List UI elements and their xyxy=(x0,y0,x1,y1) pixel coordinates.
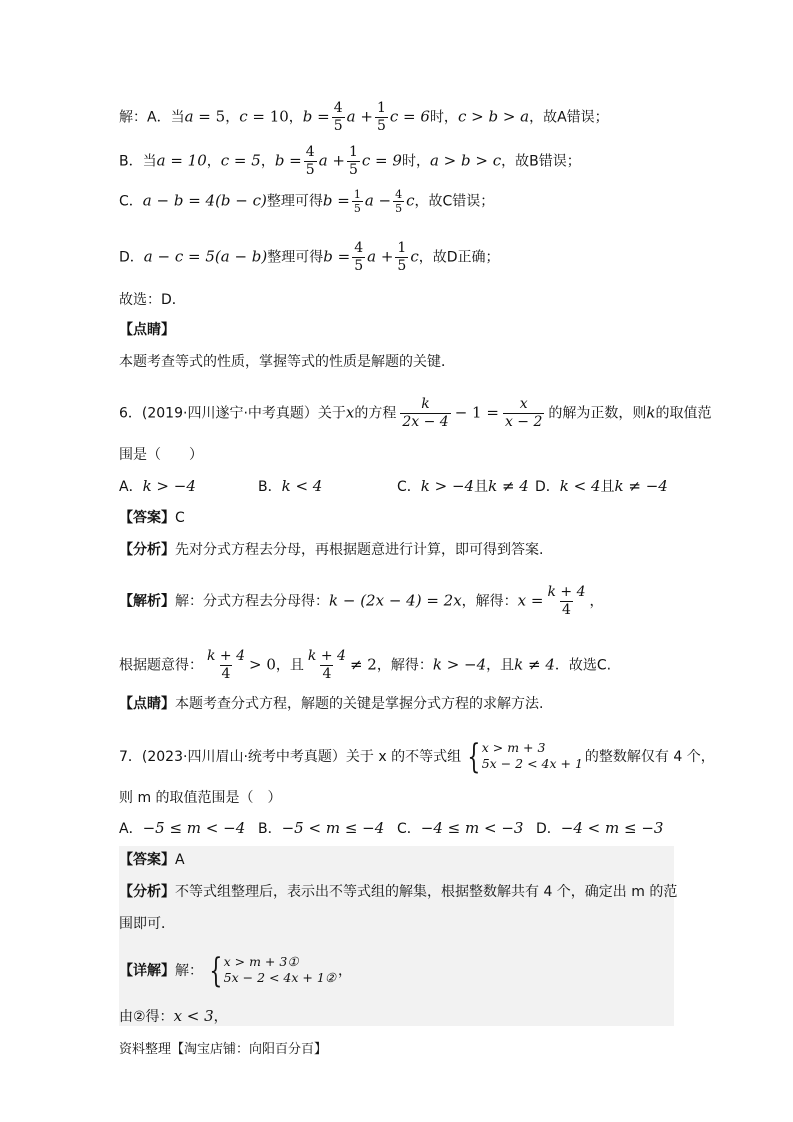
fraction: $\frac{k + 4}{4}$ xyxy=(207,648,246,682)
q6-stem: 6．(2019·四川遂宁·中考真题）关于x的方程 $\frac{k}{2x - 4}$ − 1 = $\frac{x}{x - 2}$ 的解为正数，则k的取值范 xyxy=(119,396,712,430)
q7-stem: 7．(2023·四川眉山·统考中考真题）关于 x 的不等式组 { x > m + 3 5x − 2 < 4x + 1 的整数解仅有 4 个， xyxy=(119,737,715,777)
q7-option-a: A．−5 ≤ m < −4 xyxy=(119,819,246,837)
q7-analysis-line2: 围即可． xyxy=(119,916,175,932)
fraction: $\frac{4}{5}$ xyxy=(354,240,364,274)
fraction: $\frac{k}{2x - 4}$ xyxy=(402,396,449,430)
sol5-line-b: B．当a = 10，c = 5，b = $\frac{4}{5}$ a + $\frac{1}{5}$ c = 9时，a > b > c，故B错误； xyxy=(119,144,581,178)
q6-option-a: A．k > −4 xyxy=(119,477,196,495)
answer-highlight-block xyxy=(119,846,674,1026)
fraction: $\frac{1}{5}$ xyxy=(376,100,386,134)
q6-tip: 【点睛】本题考查分式方程，解题的关键是掌握分式方程的求解方法. xyxy=(119,696,544,712)
q6-option-b: B．k < 4 xyxy=(258,477,323,495)
q6-stem-line2: 围是（ ） xyxy=(119,447,203,463)
fraction: $\frac{4}{5}$ xyxy=(395,188,403,215)
q6-condition: 根据题意得： $\frac{k + 4}{4}$ > 0，且 $\frac{k + 4}{4}$ ≠ 2，解得：k > −4，且k ≠ 4．故选C. xyxy=(119,648,612,682)
fraction: $\frac{1}{5}$ xyxy=(353,188,361,215)
q6-answer: 【答案】C xyxy=(119,510,185,526)
q6-option-c: C．k > −4且k ≠ 4 xyxy=(397,477,529,495)
fraction: $\frac{1}{5}$ xyxy=(397,240,407,274)
footer-note: 资料整理【淘宝店铺：向阳百分百】 xyxy=(119,1042,328,1057)
q6-analysis: 【分析】先对分式方程去分母，再根据题意进行计算，即可得到答案. xyxy=(119,542,544,558)
q6-detail: 【解析】解：分式方程去分母得：k − (2x − 4) = 2x，解得：x = $\frac{k + 4}{4}$ ， xyxy=(119,584,604,618)
q7-answer: 【答案】A xyxy=(119,852,185,868)
sol5-tip-text: 本题考查等式的性质，掌握等式的性质是解题的关键． xyxy=(119,354,455,370)
q7-option-b: B．−5 < m ≤ −4 xyxy=(258,819,385,837)
q7-option-d: D．−4 < m ≤ −3 xyxy=(536,819,664,837)
fraction: $\frac{1}{5}$ xyxy=(348,144,358,178)
q7-stem-line2: 则 m 的取值范围是（ ） xyxy=(119,790,282,806)
q7-step: 由②得：x < 3， xyxy=(119,1007,228,1025)
q7-analysis: 【分析】不等式组整理后，表示出不等式组的解集，根据整数解共有 4 个，确定出 m 的范 xyxy=(119,884,678,900)
inequality-system: { x > m + 3① 5x − 2 < 4x + 1② xyxy=(209,951,337,991)
sol5-line-c: C．a − b = 4(b − c)整理可得b = $\frac{1}{5}$ a − $\frac{4}{5}$ c，故C错误； xyxy=(119,188,495,215)
fraction: $\frac{x}{x - 2}$ xyxy=(504,396,543,430)
sol5-line-d: D．a − c = 5(a − b)整理可得b = $\frac{4}{5}$ a + $\frac{1}{5}$ c，故D正确； xyxy=(119,240,500,274)
sol5-tip-tag: 【点睛】 xyxy=(119,322,175,338)
fraction: $\frac{4}{5}$ xyxy=(305,144,315,178)
fraction: $\frac{k + 4}{4}$ xyxy=(547,584,586,618)
fraction: $\frac{4}{5}$ xyxy=(333,100,343,134)
q6-option-d: D．k < 4且k ≠ −4 xyxy=(535,477,668,495)
sol5-line-a: 解：A．当a = 5，c = 10，b = $\frac{4}{5}$ a + $\frac{1}{5}$ c = 6时，c > b > a，故A错误； xyxy=(119,100,609,134)
sol5-choice: 故选：D． xyxy=(119,292,186,308)
fraction: $\frac{k + 4}{4}$ xyxy=(307,648,346,682)
inequality-system: { x > m + 3 5x − 2 < 4x + 1 xyxy=(467,737,583,777)
q7-detail: 【详解】解： { x > m + 3① 5x − 2 < 4x + 1② ， xyxy=(119,951,353,991)
q7-option-c: C．−4 ≤ m < −3 xyxy=(397,819,524,837)
